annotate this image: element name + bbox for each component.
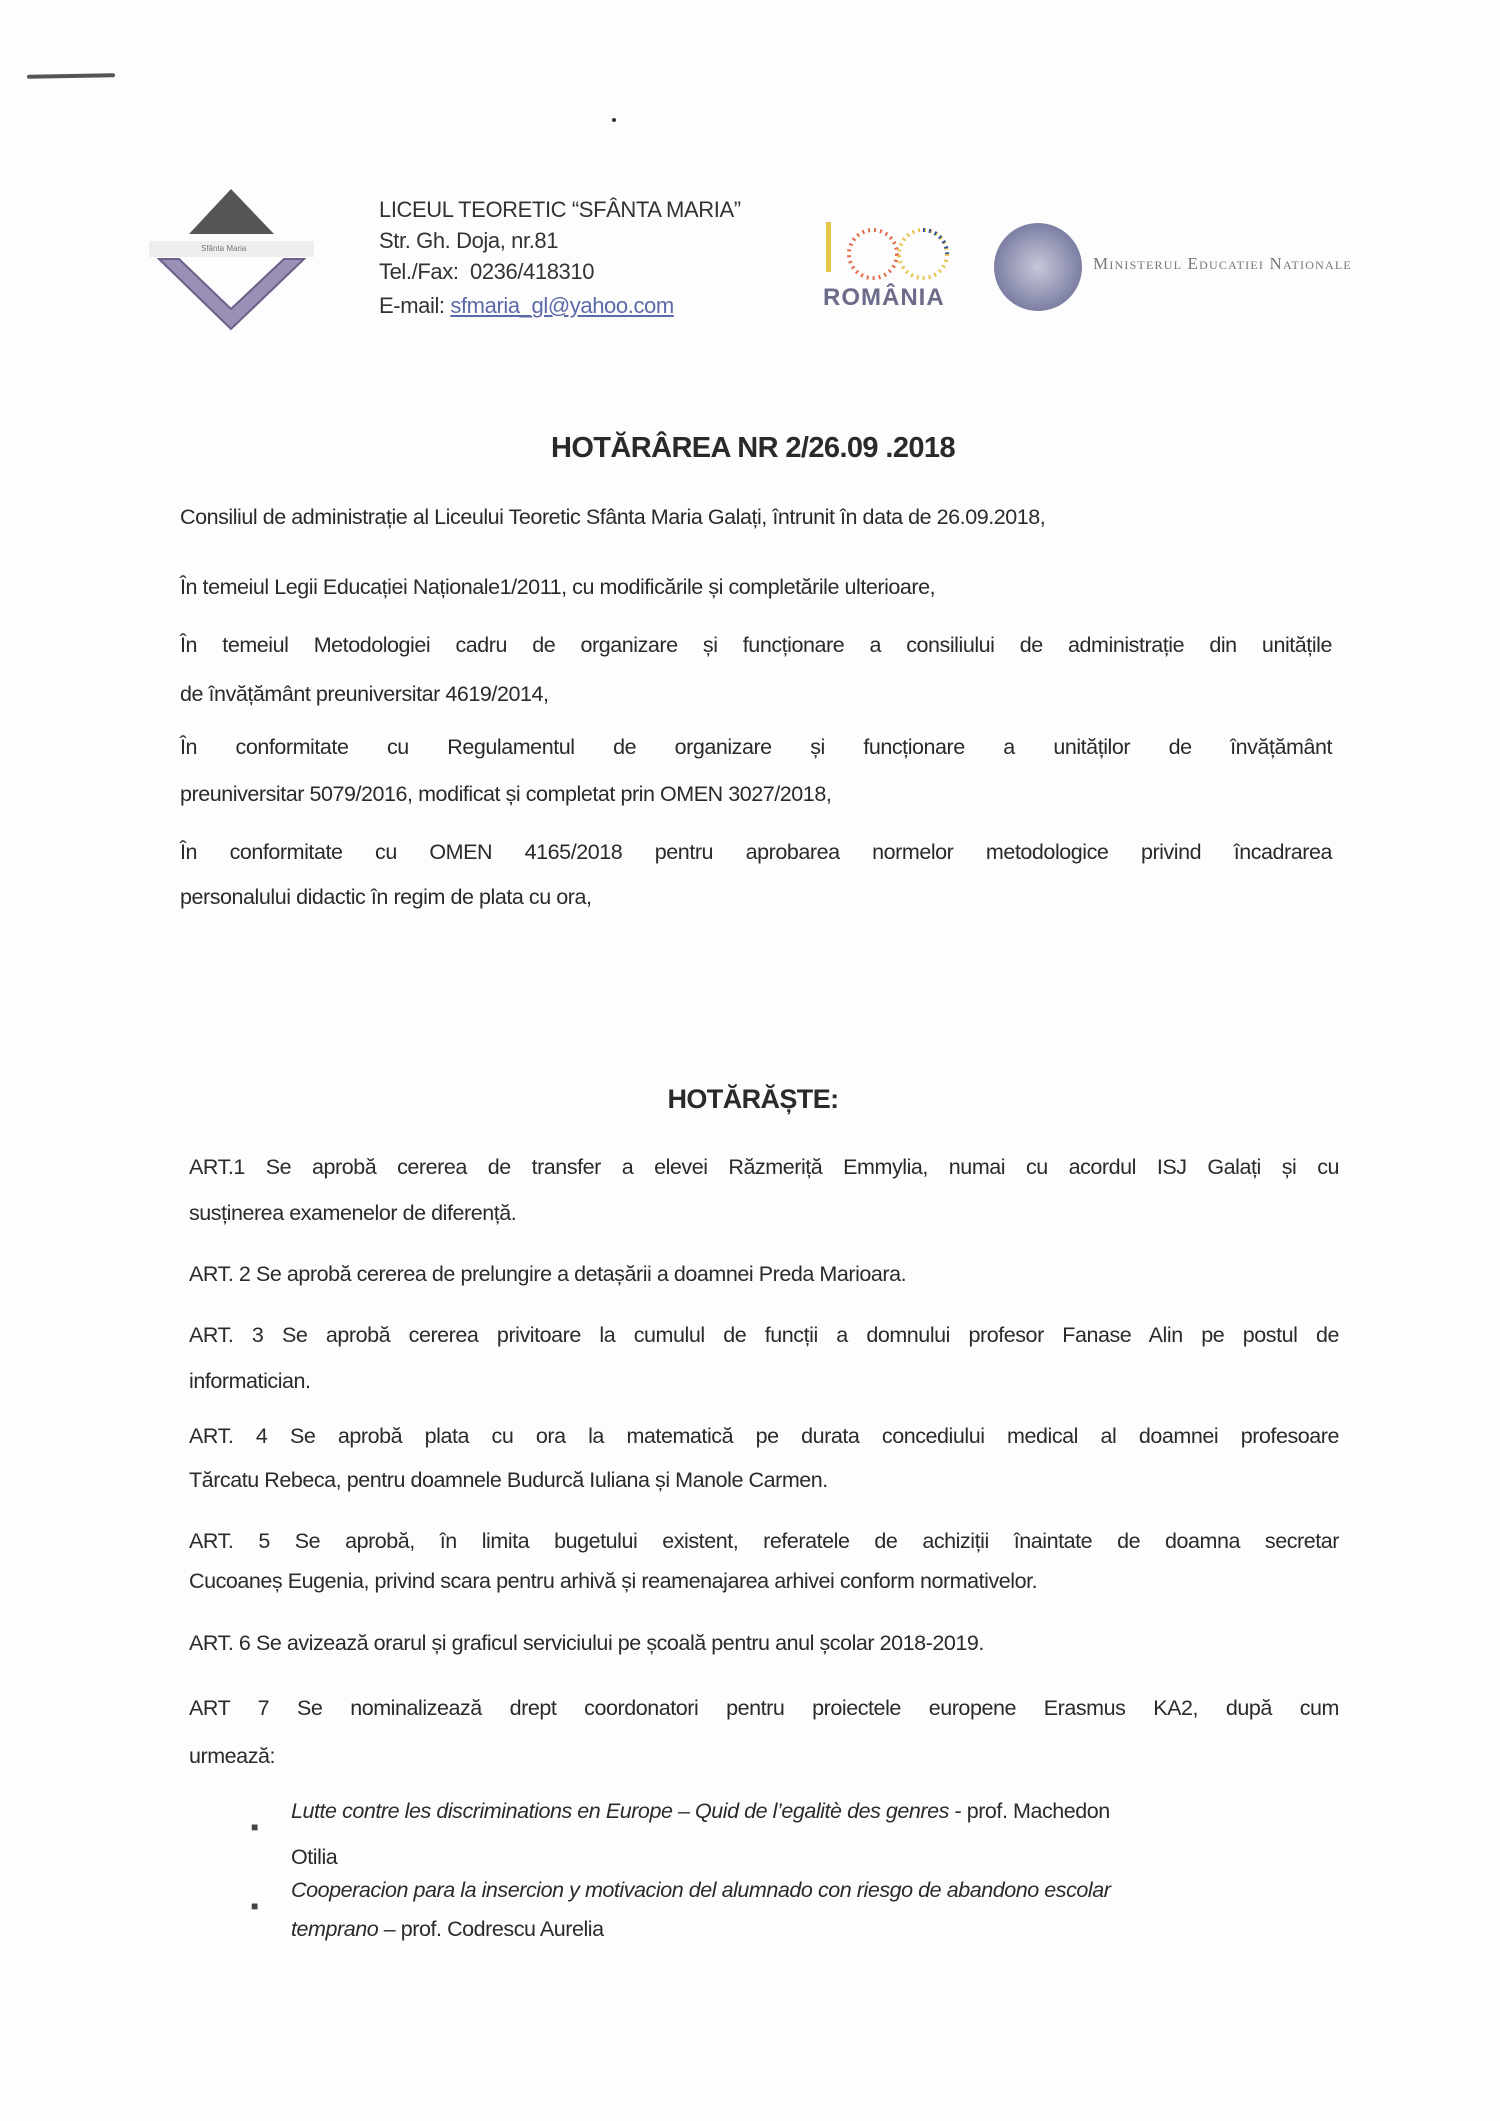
document-title: HOTĂRÂREA NR 2/26.09 .2018 <box>551 432 955 464</box>
decides-heading: HOTĂRĂȘTE: <box>667 1084 839 1114</box>
article-line: ART. 5 Se aprobă, în limita bugetului existent, referatele de achiziții înaintate de doamna secretar <box>189 1529 1339 1553</box>
preamble-line: În conformitate cu Regulamentul de organizare și funcționare a unităților de învățământ <box>180 735 1332 759</box>
article-line: ART. 2 Se aprobă cererea de prelungire a detașării a doamnei Preda Marioara. <box>189 1262 907 1286</box>
phone-value: 0236/418310 <box>469 259 595 284</box>
email-link[interactable]: sfmaria_gl@yahoo.com <box>450 293 674 318</box>
school-name: LICEUL TEORETIC “SFÂNTA MARIA” <box>379 197 741 222</box>
romania-centenary-logo <box>818 214 963 319</box>
school-address: Str. Gh. Doja, nr.81 <box>379 228 559 253</box>
article-line: ART.1 Se aprobă cererea de transfer a elevei Răzmeriță Emmylia, numai cu acordul ISJ Galați și cu <box>189 1155 1339 1179</box>
project-title: Cooperacion para la insercion y motivacion del alumnado con riesgo de abandono escolar <box>291 1878 1111 1902</box>
preamble-line: În temeiul Legii Educației Naționale1/2011, cu modificările și completările ulterioare, <box>180 575 936 599</box>
bullet-icon: ■ <box>251 1820 259 1834</box>
project-item <box>291 1876 1110 1904</box>
article-line: ART. 4 Se aprobă plata cu ora la matematică pe durata concediului medical al doamnei profesoare <box>189 1424 1339 1448</box>
school-phone <box>379 258 594 286</box>
scan-dot <box>612 118 616 122</box>
article-line: susținerea examenelor de diferență. <box>189 1201 517 1225</box>
school-logo <box>149 189 314 334</box>
ministry-name: Ministerul Educatiei Nationale <box>1093 254 1352 273</box>
bullet-icon: ■ <box>251 1899 259 1913</box>
project-coordinator: - prof. Machedon <box>948 1799 1110 1823</box>
preamble-line: În conformitate cu OMEN 4165/2018 pentru aprobarea normelor metodologice privind încadrarea <box>180 840 1332 864</box>
phone-label: Tel./Fax: <box>379 259 459 284</box>
article-line: informatician. <box>189 1369 311 1393</box>
article-line: urmează: <box>189 1744 276 1768</box>
project-title: Lutte contre les discriminations en Europe – Quid de l’egalitè des genres <box>291 1799 949 1823</box>
article-line: Cucoaneș Eugenia, privind scara pentru arhivă și reamenajarea arhivei conform normativelor. <box>189 1569 1038 1593</box>
preamble-line: Consiliul de administrație al Liceului Teoretic Sfânta Maria Galați, întrunit în data de 26.09.2018, <box>180 505 1046 529</box>
school-logo-text: Sfânta Maria <box>201 244 247 253</box>
preamble-line: personalului didactic în regim de plata cu ora, <box>180 885 592 909</box>
project-item-cont: Otilia <box>291 1845 338 1869</box>
scan-mark <box>27 73 115 79</box>
article-line: ART. 3 Se aprobă cererea privitoare la cumulul de funcții a domnului profesor Fanase Alin pe postul de <box>189 1323 1339 1347</box>
article-line: ART. 6 Se avizează orarul și graficul serviciului pe școală pentru anul școlar 2018-2019. <box>189 1631 984 1655</box>
project-coordinator: – prof. Codrescu Aurelia <box>378 1917 604 1941</box>
project-item <box>291 1797 1110 1825</box>
email-label: E-mail: <box>379 293 445 318</box>
preamble-line: preuniversitar 5079/2016, modificat și completat prin OMEN 3027/2018, <box>180 782 832 806</box>
preamble-line: de învățământ preuniversitar 4619/2014, <box>180 682 549 706</box>
ministry-seal-icon <box>994 223 1082 311</box>
school-email <box>379 292 674 320</box>
preamble-line: În temeiul Metodologiei cadru de organizare și funcționare a consiliului de administrație din unitățile <box>180 633 1332 657</box>
romania-logo-text: ROMÂNIA <box>823 284 945 311</box>
project-title-cont: temprano <box>291 1917 379 1941</box>
article-line: Tărcatu Rebeca, pentru doamnele Budurcă Iuliana și Manole Carmen. <box>189 1468 828 1492</box>
project-item-cont <box>291 1915 604 1943</box>
article-line: ART 7 Se nominalizează drept coordonatori pentru proiectele europene Erasmus KA2, după cum <box>189 1696 1339 1720</box>
